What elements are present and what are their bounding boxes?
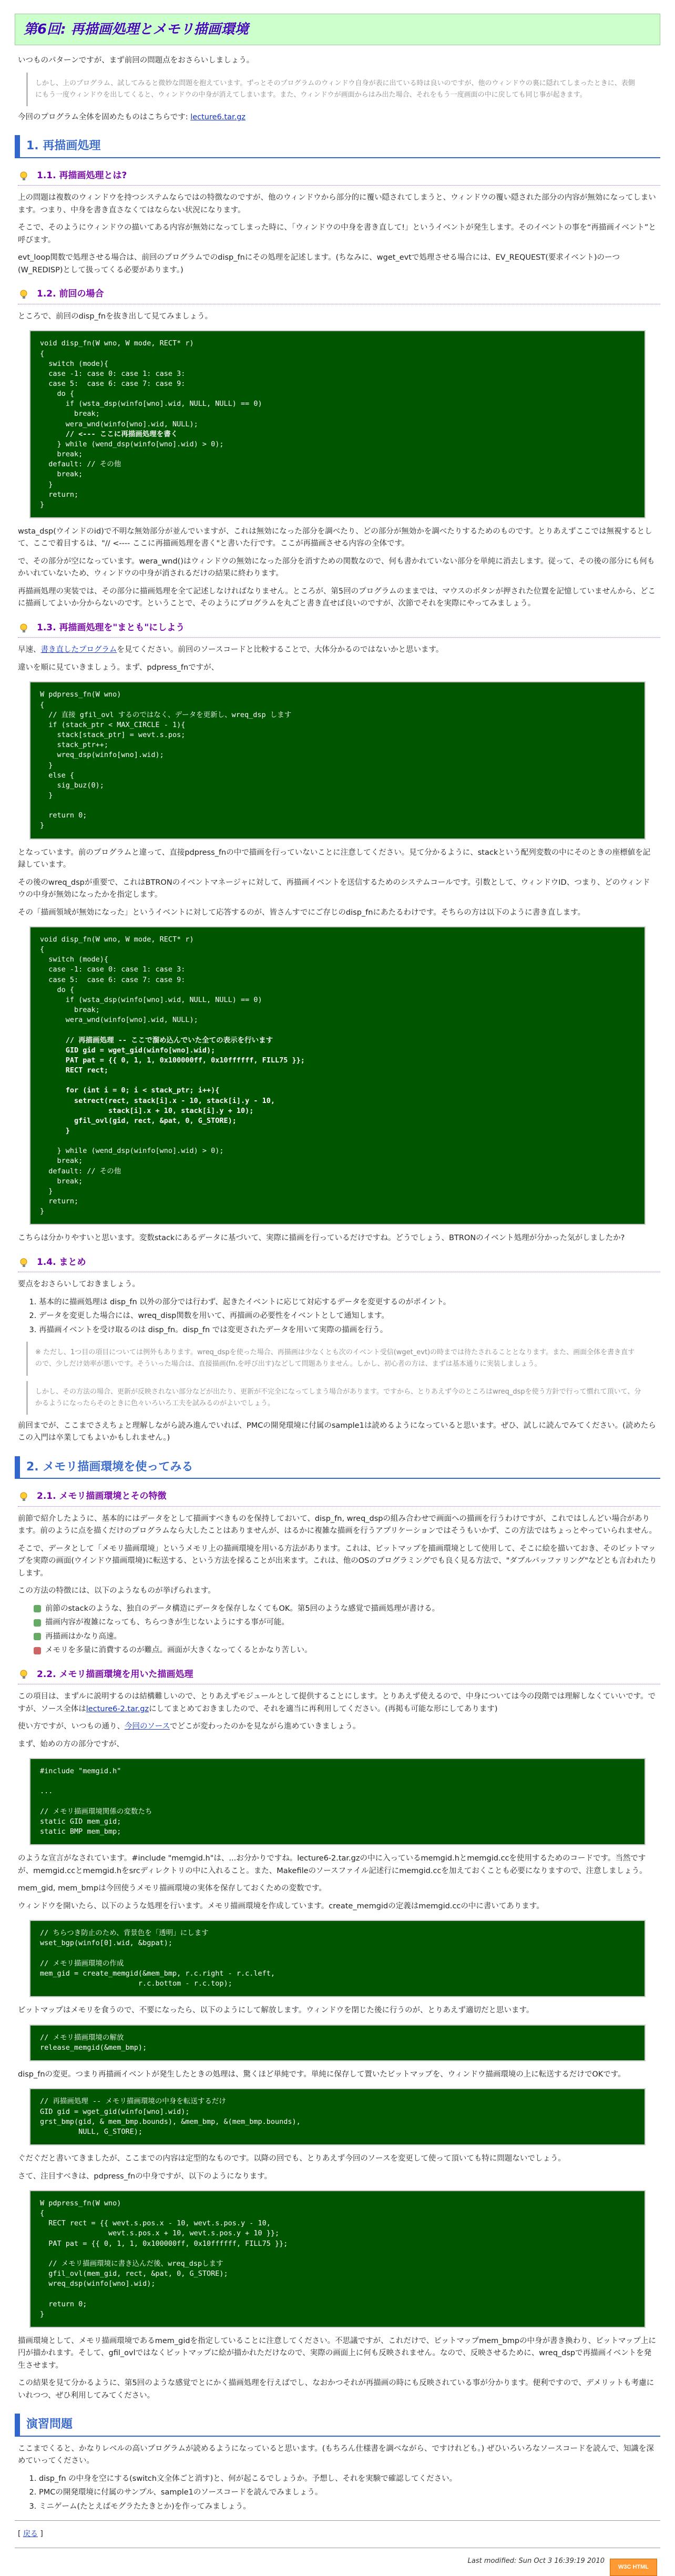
code-block [29, 2088, 646, 2145]
back-link[interactable]: 戻る [23, 2530, 38, 2539]
code-block [29, 681, 646, 839]
paragraph: そこで、データとして「メモリ描画環境」というメモリ上の描画環境を用いる方法があります。これは、ビットマップを描画環境として使用して、そこに絵を描いておき、そのビットマップを実際の画面(ウインドウ描画環境)に転送する、という方法を採ることが出来ます。これは、他のOSのプログラミングでも良く見る方法で、"ダブルバッファリング"などとも言われたりします。 [18, 1544, 657, 1578]
code-line: switch (mode){ [48, 955, 109, 964]
code-line: wevt.s.pos.x + 10, wevt.s.pos.y + 10 }}; [108, 2229, 280, 2238]
code-line: return 0; [48, 811, 87, 820]
paragraph: evt_loop関数で処理させる場合は、前回のプログラムでのdisp_fnにその処理を記述します。(ちなみに、wget_evtで処理させる場合には、EV_REQUEST(要求イベント)のーつ(W_REDISP)として扱ってくる必要があります。) [18, 253, 620, 274]
bulb-icon [18, 1257, 32, 1269]
paragraph [18, 644, 657, 656]
code-line: break; [57, 450, 83, 459]
paragraph [18, 1721, 657, 1733]
paragraph: この結果を見て分かるように、第5回のような感覚でとにかく描画処理を行えばでし、なおかつそれが再描画の時にも反映されている事が分かります。便利ですので、デメリットも考慮にいれつつ、ぜひ利用してみてください。 [18, 2379, 654, 2400]
download-link[interactable]: lecture6.tar.gz [190, 113, 246, 121]
code-block [29, 2025, 646, 2061]
code-block [29, 926, 646, 1225]
paragraph: 再描画処理の実装では、その部分に描画処理を全て記述しなければなりません。ところが、第5回のプログラムのままでは、マウスのボタンが押された位置を記憶していませんから、どこに描画してよいか分からないのです。ということで、そのようにプログラムを丸ごと書き直せば良いのですが、次節でそれを実際にやってみましょう。 [18, 587, 656, 608]
intro-note: しかし、上のプログラム、試してみると微妙な問題を抱えています。ずっとそのプログラムのウィンドウ自身が表に出ている時は良いのですが、他のウィンドウの裏に隠れてしまったときに、表側にもう一度ウィンドウを出してくると、ウィンドウの中身が消えてしまいます。また、ウィンドウが画面からはみ出た場合、それをもう一度画面の中に戻しても同じ事が起きます。 [26, 73, 649, 106]
text: にしてまとめておきましたので、それを適当に再利用してください。(再掲も可能な形にしてあります) [149, 1704, 498, 1713]
paragraph: さて、注目すべきは、pdpress_fnの中身ですが、以下のようになります。 [18, 2172, 272, 2181]
subsection-title: 1.4. まとめ [37, 1256, 86, 1267]
subsection-heading [18, 1668, 660, 1685]
code-line: // 再描画処理 -- ここで溜め込んでいた全ての表示を行います [65, 1036, 273, 1045]
code-line: GID gid = wget_gid(winfo[wno].wid); [65, 1046, 216, 1055]
subsection-heading [18, 169, 660, 186]
code-line: // 直接 gfil_ovl するのではなく、データを更新し、wreq_dsp します [48, 710, 292, 719]
exercise-list [39, 2473, 657, 2513]
last-modified: Last modified: Sun Oct 3 16:39:19 2010 [467, 2557, 605, 2565]
code-line: sig_buz(0); [57, 781, 104, 790]
section-1-heading: 1. 再描画処理 [15, 135, 660, 158]
module-archive-link[interactable]: lecture6-2.tar.gz [86, 1704, 149, 1713]
code-line: wera_wnd(winfo[wno].wid, NULL); [65, 1016, 198, 1025]
code-line: PAT pat = {{ 0, 1, 1, 0x100000ff, 0x10ffffff, FILL75 }}; [48, 2239, 288, 2248]
text: 使い方ですが、いつもの通り、 [18, 1722, 125, 1731]
code-line: r.c.bottom - r.c.top); [40, 1979, 232, 1988]
code-line: } [40, 2309, 45, 2318]
code-block [29, 1758, 646, 1845]
paragraph: 描画環境として、メモリ描画環境であるmem_gidを指定していることに注意してください。不思議ですが、これだけで、ビットマップmem_bmpの中身が書き換わり、ビットマップ上に円が描かれます。そして、gfil_ovlではなくビットマップに絵が描かれただけなので、実際の画面上に何も反映されません。なので、反映させるために、wreq_dspで再描画イベントを発生させます。 [18, 2336, 656, 2370]
code-line: // ちらつき防止のため、背景色を「透明」にします [40, 1929, 209, 1938]
intro-text: いつものパターンですが、まず前回の問題点をおさらいしましょう。 [18, 56, 254, 65]
paragraph: ぐだぐだと書いてきましたが、ここまでの内容は定型的なものです。以降の回でも、とりあえず今回のソースを変更して使って頂いても特に問題ないでしょう。 [18, 2154, 566, 2163]
summary-note: しかし、その方法の場合、更新が反映されない部分などが出たり、更新が不完全になってしまう場合があります。ですから、とりあえず今のところはwreq_dspを使う方針で行って慣れて頂いて、分かるようになったらそのときに色々いろいろ工夫を試みるのがよいでしょう。 [26, 1381, 649, 1415]
rewritten-program-link[interactable]: 書き直したプログラム [40, 646, 117, 655]
code-line: // 再描画処理 -- メモリ描画環境の中身を転送するだけ [40, 2097, 226, 2106]
list-item: 3. 再描画イベントを受け取るのは disp_fn。disp_fn では変更されたデータを用いて実際の描画を行う。 [39, 1324, 657, 1336]
code-line: return; [48, 490, 79, 499]
paragraph: まず、始めの方の部分ですが、 [18, 1740, 124, 1749]
paragraph: そこで、そのようにウィンドウの描いてある内容が無効になってしまった時に、「ウィンドウの中身を書き直して!」というイベントが発生します。そのイベントの事を“再描画イベント”と呼びます。 [18, 223, 656, 244]
page-title: 第6回: 再描画処理とメモリ描画環境 [15, 14, 660, 45]
paragraph: ビットマップはメモリを食うので、不要になったら、以下のようにして解放します。ウィンドウを閉じた後に行うのが、とりあえず適切だと思います。 [18, 2006, 534, 2015]
code-line: else { [48, 771, 75, 780]
code-line: return; [48, 1197, 79, 1206]
code-line: RECT rect; [65, 1066, 109, 1075]
subsection-title: 2.1. メモリ描画環境とその特徴 [37, 1491, 167, 1502]
code-line: break; [57, 470, 83, 479]
paragraph: ウィンドウを開いたら、以下のような処理を行います。メモリ描画環境を作成しています。create_memgidの定義はmemgid.ccの中に書いてあります。 [18, 1902, 544, 1910]
code-line: do { [57, 985, 75, 994]
code-line: case -1: case 0: case 1: case 3: [48, 369, 186, 378]
code-line: } [40, 1207, 45, 1216]
code-line: return 0; [48, 2299, 87, 2308]
w3c-badge[interactable]: W3C HTML [610, 2559, 657, 2576]
list-item [34, 1603, 657, 1615]
code-line: gfil_ovl(gid, rect, &pat, 0, G_STORE); [74, 1116, 237, 1125]
paragraph: となっています。前のプログラムと違って、直接pdpress_fnの中で描画を行っていないことに注意してください。見て分かるように、stackという配列変数の中にそのときの座標値を記録しています。 [18, 848, 651, 870]
code-line: NULL, G_STORE); [40, 2127, 143, 2136]
summary-note: ※ ただし、1つ目の項目については例外もあります。wreq_dspを使った場合、再描画は少なくとも次のイベント受信(wget_evt)の時までは待たされることとなります。また、画面全体を書き直すので、少しだけ効率が悪いです。そういった場合は、直接描画(fn.を呼び出す)などして問題ありません。しかし、初心者の方は、まずは基本通りに実装しましょう。 [26, 1342, 649, 1375]
bulb-icon [18, 1669, 32, 1680]
code-line: void disp_fn(W wno, W mode, RECT* r) [40, 935, 194, 944]
code-line: { [40, 2209, 45, 2218]
code-line: } [48, 791, 53, 800]
paragraph: disp_fnの変更。つまり再描画イベントが発生したときの処理は、驚くほど単純です。単純に保存して置いたビットマップを、ウィンドウ描画環境の上に転送するだけでOKです。 [18, 2070, 626, 2079]
code-line: } while (wend_dsp(winfo[wno].wid) > 0); [57, 1147, 224, 1156]
paragraph: mem_gid, mem_bmpは今回使うメモリ描画環境の実体を保存しておくための変数です。 [18, 1884, 326, 1893]
code-line: GID gid = wget_gid(winfo[wno].wid); [40, 2107, 190, 2116]
paragraph: この方法の特徴には、以下のようなものが挙げられます。 [18, 1587, 216, 1596]
code-line: // <--- ここに再描画処理を書く [65, 430, 178, 438]
subsection-heading [18, 1255, 660, 1273]
text: この項目は、まずルに説明するのは結構難しいので、とりあえずモジュールとして提供することにします。とりあえず使えるので、中身については今の段階では理解しなくていいです。ですが、ソース全体は [18, 1692, 656, 1713]
paragraph: こちらは分かりやすいと思います。変数stackにあるデータに基づいて、実際に描画を行っているだけですね。どうでしょう、BTRONのイベント処理が分かった気がしましたか? [18, 1234, 625, 1243]
code-block [29, 330, 646, 518]
subsection-title: 1.3. 再描画処理を"まとも"にしよう [37, 622, 185, 633]
text: 早速、 [18, 646, 41, 655]
code-line: case -1: case 0: case 1: case 3: [48, 965, 186, 974]
code-line: case 5: case 6: case 7: case 9: [48, 975, 186, 984]
code-line: void disp_fn(W wno, W mode, RECT* r) [40, 339, 194, 348]
code-line: stack_ptr++; [57, 741, 109, 750]
code-line: static GID mem_gid; [40, 1817, 121, 1826]
code-line: // メモリ描画環境の解放 [40, 2033, 124, 2042]
list-item: 1. 基本的に描画処理は disp_fn 以外の部分では行わず、起きたイベントに応じて対応するデータを変更するのがポイント。 [39, 1296, 657, 1309]
code-line: break; [57, 1177, 83, 1185]
download-text: 今回のプログラム全体を固めたものはこちらです: [18, 113, 188, 121]
text: を見てください。前回のソースコードと比較することで、大体分かるのではないかと思います。 [117, 646, 444, 655]
code-line: // メモリ描画環境の作成 [40, 1959, 124, 1968]
paragraph [18, 1691, 657, 1715]
exercise-heading: 演習問題 [15, 2414, 660, 2437]
paragraph: 前節で紹介したように、基本的にはデータをとして描画すべきものを保持しておいて、disp_fn, wreq_dspの組み合わせで画面への描画を行うわけですが、これではしんどい場合があります。前のように点を描くだけのプログラムなら大したことはありませんが、はるかに複雑な描画を行うアプリケーションではそうもいかず、この方法ではちょっとやっていられません。 [18, 1514, 657, 1536]
paragraph: その「描画領域が無効になった」というイベントに対して応答するのが、皆さんすでにご存じのdisp_fnにあたるわけです。そちらの方は以下のように書き直します。 [18, 908, 586, 917]
code-line: { [40, 700, 45, 709]
bullet-icon [34, 1647, 41, 1654]
list-item [34, 1617, 657, 1629]
code-line: W pdpress_fn(W wno) [40, 690, 121, 699]
bulb-icon [18, 622, 32, 634]
paragraph: ところで、前回のdisp_fnを抜き出して見てみましょう。 [18, 312, 213, 321]
subsection-title: 1.2. 前回の場合 [37, 289, 104, 300]
code-line: case 5: case 6: case 7: case 9: [48, 379, 186, 388]
section-2-heading: 2. メモリ描画環境を使ってみる [15, 1456, 660, 1479]
code-line: // メモリ描画環境に書き込んだ後、wreq_dspします [48, 2259, 223, 2268]
paragraph: で、その部分が空になっています。wera_wnd()はウィンドウの無効になった部分を消すための関数なので、何も書かれていない部分を単純に消去します。従って、その後の部分にも何もかいれていないため、ウィンドウの中身が消されるだけの結果に終わります。 [18, 557, 655, 578]
source-link[interactable]: 今回のソース [125, 1722, 170, 1731]
code-line: { [40, 945, 45, 954]
back-nav: [ 戻る ] [18, 2530, 43, 2539]
code-line: break; [57, 1157, 83, 1166]
code-line: if (stack_ptr < MAX_CIRCLE - 1){ [48, 720, 186, 729]
code-line: grst_bmp(gid, & mem_bmp.bounds), &mem_bmp, &(mem_bmp.bounds), [40, 2117, 301, 2126]
code-line: wset_bgp(winfo[0].wid, &bgpat); [40, 1939, 172, 1948]
list-item [34, 1644, 657, 1657]
code-line: break; [74, 1006, 100, 1015]
bullet-icon [34, 1605, 41, 1612]
code-line: setrect(rect, stack[i].x - 10, stack[i].y - 10, [74, 1096, 275, 1105]
code-line: } [48, 761, 53, 770]
list-item-text: 描画内容が複雑になっても、ちらつきが生じないようにする事が可能。 [45, 1618, 289, 1627]
code-line: } [48, 480, 53, 489]
subsection-title: 1.1. 再描画処理とは? [37, 170, 127, 181]
code-line: release_memgid(&mem_bmp); [40, 2043, 147, 2052]
list-item: 1. disp_fn の中身を空にする(switch文全体ごと消す)と、何が起こるでしょうか。予想し、それを実験で確認してください。 [39, 2473, 657, 2485]
list-item: 2. PMCの開発環境に付属のサンプル、sample1のソースコードを読んでみましょう。 [39, 2487, 657, 2499]
code-line: { [40, 349, 45, 358]
subsection-title: 2.2. メモリ描画環境を用いた描画処理 [37, 1669, 193, 1680]
bulb-icon [18, 170, 32, 182]
paragraph: 要点をおさらいしておきましょう。 [18, 1280, 140, 1289]
paragraph: その後のwreq_dspが重要で、これはBTRONのイベントマネージャに対して、再描画イベントを送信するためのシステムコールです。引数として、ウィンドウID、つまり、どのウィンドウの中身が無効になったかを指定します。 [18, 878, 650, 899]
bulb-icon [18, 1491, 32, 1502]
code-line: stack[stack_ptr] = wevt.s.pos; [57, 731, 186, 740]
footer-divider [15, 2520, 660, 2521]
code-line: // メモリ描画環境関係の変数たち [40, 1807, 152, 1816]
code-line: break; [74, 410, 100, 418]
code-line: wreq_dsp(winfo[wno].wid); [48, 2279, 156, 2288]
list-item [34, 1631, 657, 1643]
code-line: } [40, 500, 45, 509]
list-item-text: メモリを多量に消費するのが難点。画面が大きくなってくるとかなり苦しい。 [45, 1646, 312, 1655]
code-line: if (wsta_dsp(winfo[wno].wid, NULL, NULL) == 0) [65, 400, 262, 408]
code-line: wera_wnd(winfo[wno].wid, NULL); [65, 420, 198, 428]
list-item-text: 再描画はかなり高速。 [45, 1632, 121, 1641]
intro-download [18, 111, 657, 124]
text: でどこが変わったのかを見ながら進めていきましょう。 [170, 1722, 361, 1731]
subsection-heading [18, 287, 660, 304]
code-line: stack[i].x + 10, stack[i].y + 10); [108, 1106, 254, 1115]
code-line: do { [57, 390, 75, 398]
list-item: 3. ミニゲーム(たとえばモグラたたきとか)を作ってみましょう。 [39, 2501, 657, 2513]
list-item-text: 前節のstackのような、独自のデータ構造にデータを保存しなくてもOK。第5回のような感覚で描画処理が書ける。 [45, 1604, 440, 1613]
code-line: default: // その他 [48, 1167, 121, 1175]
code-line: ... [40, 1787, 53, 1796]
summary-list [39, 1296, 657, 1336]
subsection-heading [18, 1489, 660, 1507]
paragraph: 前回までが、ここまでさえちょと理解しながら読み進んでいれば、PMCの開発環境に付属のsample1は読めるようになっていると思います。ぜひ、試しに読んでみてください。(読めたらこの入門は卒業してもよいかもしれません。) [18, 1421, 656, 1443]
code-line: } [40, 821, 45, 830]
code-line: switch (mode){ [48, 359, 109, 368]
code-line: default: // その他 [48, 460, 121, 469]
code-line: RECT rect = {{ wevt.s.pos.x - 10, wevt.s.pos.y - 10, [48, 2219, 271, 2228]
code-line: W pdpress_fn(W wno) [40, 2199, 121, 2207]
code-line: mem_gid = create_memgid(&mem_bmp, r.c.right - r.c.left, [40, 1969, 275, 1978]
footer [15, 2555, 660, 2570]
paragraph: ここまでくると、かなりレベルの高いプログラムが読めるようになっていると思います。(もちろん仕様書を調べながら、ですけれども。) ぜひいろいろなソースコードを読んで、知識を深めていってください。 [18, 2444, 654, 2466]
code-line: static BMP mem_bmp; [40, 1827, 121, 1836]
code-line: } while (wend_dsp(winfo[wno].wid) > 0); [57, 439, 224, 448]
code-line: PAT pat = {{ 0, 1, 1, 0x100000ff, 0x10ffffff, FILL75 }}; [65, 1056, 305, 1065]
paragraph: wsta_dsp(ウインドのid)で不明な無効部分が並んでいますが、これは無効になった部分を調べたり、どの部分が無効かを調べたりするためのものです。とりあえずここでは無視するとして、ここで着目するは、"// <---- ここに再描画処理を書く"と書いた行です。ここが再描画させる内容の全体です。 [18, 527, 652, 548]
paragraph: 上の問題は複数のウィンドウを持つシステムならではの特徴なのですが、他のウィンドウから部分的に覆い隠されてしまうと、ウィンドウの覆い隠された部分の内容が無効になってしまいます。つまり、中身を書き直さなくてはならない状況になります。 [18, 193, 656, 214]
bulb-icon [18, 289, 32, 300]
bullet-icon [34, 1619, 41, 1627]
code-line: if (wsta_dsp(winfo[wno].wid, NULL, NULL) == 0) [65, 995, 262, 1004]
paragraph: のような宣言がなされています。#include "memgid.h"は、...お分かりですね。lecture6-2.tar.gzの中に入っているmemgid.hとmemgid.ccを使用するためのコードです。当然ですが、memgid.ccとmemgid.hをsrcディレクトリの中に入れること。また、Makefileのソースファイル記述行にmemgid.ccを加えておくことも必要になりますので、注意しましょう。 [18, 1854, 647, 1875]
bullet-icon [34, 1633, 41, 1640]
code-line: } [65, 1126, 70, 1135]
code-block [29, 1920, 646, 1997]
code-line: wreq_dsp(winfo[wno].wid); [57, 751, 164, 760]
code-line: gfil_ovl(mem_gid, rect, &pat, 0, G_STORE); [48, 2270, 228, 2278]
code-block [29, 2190, 646, 2328]
code-line: } [48, 1187, 53, 1195]
subsection-heading [18, 621, 660, 638]
code-line: #include "memgid.h" [40, 1767, 121, 1776]
feature-list [34, 1603, 657, 1657]
list-item: 2. データを変更した場合には、wreq_disp関数を用いて、再描画の必要性をイベントとして通知します。 [39, 1310, 657, 1322]
paragraph: 違いを順に見ていきましょう。まず、pdpress_fnですが、 [18, 663, 219, 672]
code-line: for (int i = 0; i < stack_ptr; i++){ [65, 1086, 220, 1095]
